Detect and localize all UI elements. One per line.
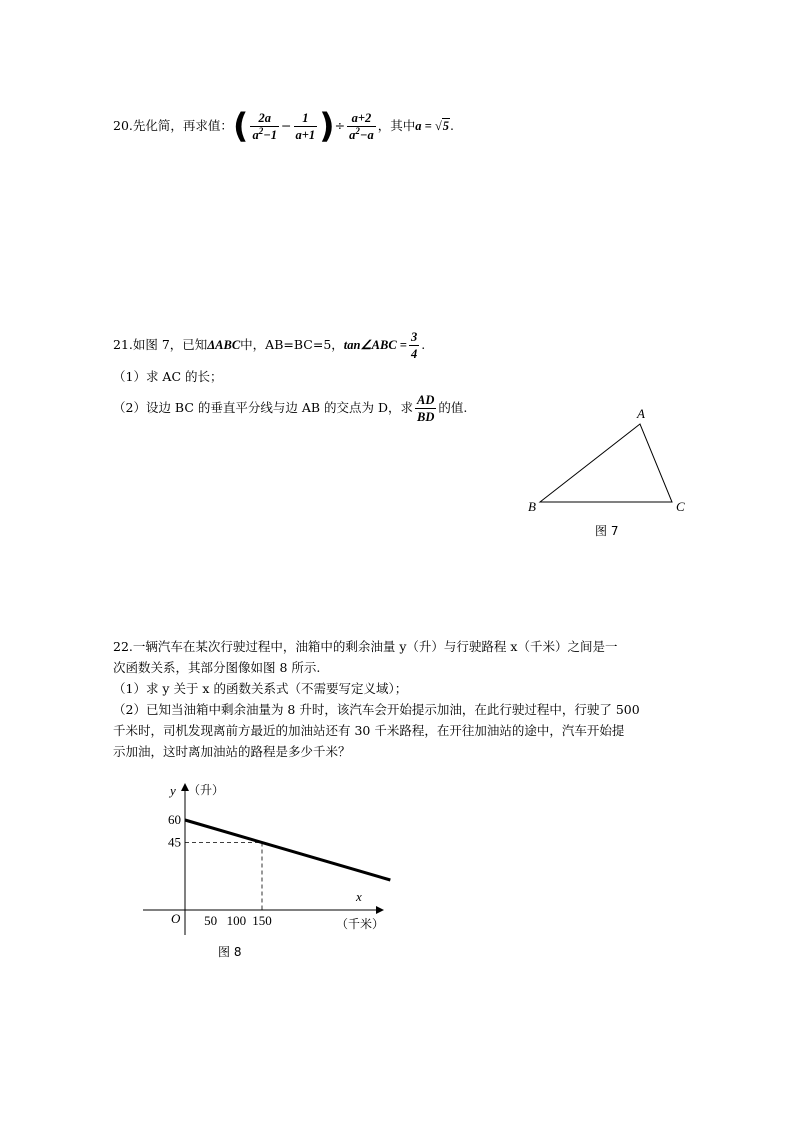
x-axis-label: x (356, 889, 362, 904)
y-axis-label: y (170, 783, 176, 798)
q20-fraction-1: $\frac{2a}{a^2-1}$ (252, 111, 278, 142)
q20-condition: a = √5 (415, 119, 449, 133)
q20-mid: ，其中 (377, 118, 416, 133)
figure-7-triangle (520, 400, 700, 520)
left-paren: ( (232, 106, 249, 147)
ad-bd-fraction: $\frac{AD}{BD}$ (417, 393, 435, 424)
tan-label: tan∠ABC = (343, 338, 407, 352)
right-paren: ) (319, 106, 335, 147)
x-axis-arrow (376, 906, 384, 914)
figure-7-caption: 图 7 (595, 524, 619, 538)
question-22-line-5: 千米时，司机发现离前方最近的加油站还有 30 千米路程，在开往加油站的途中，汽车开始提 (113, 723, 625, 738)
q20-prefix: 20.先化简，再求值： (113, 118, 233, 133)
q20-divide: ÷ (334, 118, 346, 133)
question-20 (113, 106, 454, 147)
vertex-b-label: B (528, 499, 536, 514)
vertex-a-label: A (637, 406, 645, 421)
x-tick-label-50: 50 (204, 913, 218, 928)
y-tick-label-45: 45 (168, 834, 181, 850)
y-tick-label-60: 60 (168, 812, 181, 827)
figure-8-caption: 图 8 (218, 945, 242, 959)
q20-fraction-3: $\frac{a+2}{a^2-a}$ (349, 111, 374, 142)
question-22-line-3: （1）求 y 关于 x 的函数关系式（不需要写定义域）； (113, 681, 408, 696)
q20-fraction-2: $\frac{1}{a+1}$ (295, 111, 316, 142)
origin-label: O (171, 911, 181, 926)
question-21-part-1: （1）求 AC 的长； (113, 369, 223, 384)
triangle-shape (540, 424, 672, 502)
q20-minus: − (281, 118, 292, 133)
question-21-line-1: 21.如图 7，已知ΔABC中，AB=BC=5，tan∠ABC = $\frac{3}{4}$ . (113, 330, 426, 361)
vertex-c-label: C (676, 499, 685, 514)
tan-fraction: $\frac{3}{4}$ (410, 330, 418, 361)
figure-8-chart (140, 775, 400, 935)
question-22-line-2: 次函数关系，其部分图像如图 8 所示. (113, 660, 321, 675)
question-21-part-2: （2）设边 BC 的垂直平分线与边 AB 的交点为 D，求 $\frac{AD}{BD}$ 的值. (113, 393, 468, 424)
x-tick-label-100: 100 (226, 913, 247, 928)
question-22-line-4: （2）已知当油箱中剩余油量为 8 升时，该汽车会开始提示加油，在此行驶过程中，行驶了 500 (113, 702, 640, 717)
triangle-abc: ΔABC (207, 338, 241, 352)
x-axis-unit: （千米） (336, 917, 385, 931)
series-line (185, 820, 390, 880)
y-axis-unit: （升） (188, 783, 225, 797)
question-22-line-6: 示加油，这时离加油站的路程是多少千米？ (113, 744, 351, 759)
q20-end: . (450, 118, 454, 133)
x-tick-label-150: 150 (252, 913, 272, 928)
question-22-line-1: 22.一辆汽车在某次行驶过程中，油箱中的剩余油量 y（升）与行驶路程 x（千米）之间是一 (113, 639, 618, 654)
